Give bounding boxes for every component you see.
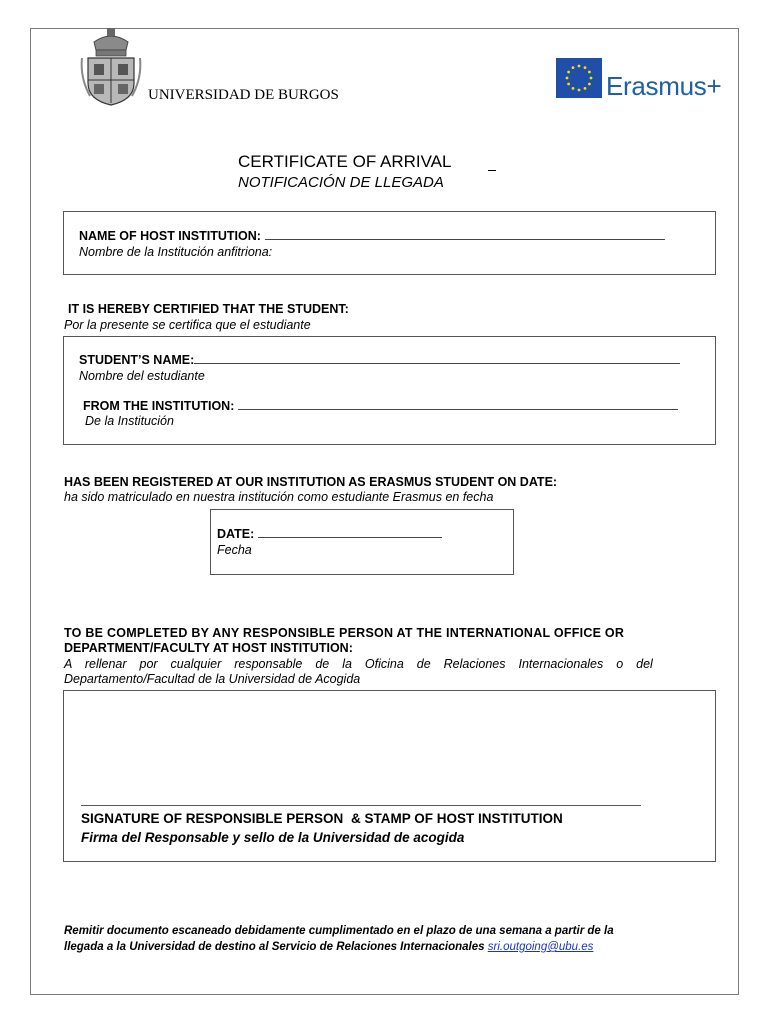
date-label-es: Fecha <box>217 543 252 557</box>
certify-statement: IT IS HEREBY CERTIFIED THAT THE STUDENT: <box>68 302 349 316</box>
date-label-text: DATE: <box>217 527 255 541</box>
host-institution-field[interactable] <box>265 229 665 240</box>
student-name-label-es: Nombre del estudiante <box>79 369 205 383</box>
date-field[interactable] <box>258 527 442 538</box>
responsible-instruction-es-line2: Departamento/Facultad de la Universidad de Acogida <box>64 672 361 686</box>
from-institution-label-text: FROM THE INSTITUTION: <box>83 399 235 413</box>
date-box <box>210 509 514 575</box>
signature-label <box>81 811 563 826</box>
host-institution-box <box>63 211 716 275</box>
student-name-label <box>79 353 680 367</box>
signature-label-text: SIGNATURE OF RESPONSIBLE PERSON <box>81 811 344 826</box>
registered-statement-es: ha sido matriculado en nuestra institución como estudiante Erasmus en fecha <box>64 490 494 504</box>
eu-flag-icon <box>556 58 602 98</box>
date-label <box>217 527 442 541</box>
host-institution-label-es: Nombre de la Institución anfitriona: <box>79 245 273 259</box>
registered-statement: HAS BEEN REGISTERED AT OUR INSTITUTION AS ERASMUS STUDENT ON DATE: <box>64 475 558 489</box>
university-crest-logo <box>80 28 142 106</box>
student-name-label-text: STUDENT’S NAME: <box>79 353 195 367</box>
certify-statement-es: Por la presente se certifica que el estudiante <box>64 318 311 332</box>
title-underline-mark <box>488 170 496 171</box>
host-institution-label <box>79 229 665 243</box>
footer-email-link[interactable]: sri.outgoing@ubu.es <box>487 941 594 953</box>
stamp-label-text: & STAMP OF HOST INSTITUTION <box>351 811 563 826</box>
erasmus-logo-text: Erasmus+ <box>606 71 722 101</box>
from-institution-field[interactable] <box>238 399 678 410</box>
footer-note-line2 <box>64 941 593 953</box>
from-institution-label <box>83 399 678 413</box>
responsible-instruction-line1: TO BE COMPLETED BY ANY RESPONSIBLE PERSON AT THE INTERNATIONAL OFFICE OR <box>64 626 625 640</box>
student-name-field[interactable] <box>194 353 680 364</box>
signature-label-es: Firma del Responsable y sello de la Universidad de acogida <box>81 830 465 845</box>
footer-note-line1: Remitir documento escaneado debidamente cumplimentado en el plazo de una semana a partir de la <box>64 925 614 937</box>
responsible-instruction-es-line1 <box>64 657 706 671</box>
host-institution-label-text: NAME OF HOST INSTITUTION: <box>79 229 261 243</box>
document-subtitle: NOTIFICACIÓN DE LLEGADA <box>238 174 444 191</box>
signature-line <box>81 805 641 806</box>
responsible-instruction-line2: DEPARTMENT/FACULTY AT HOST INSTITUTION: <box>64 641 353 655</box>
document-title: CERTIFICATE OF ARRIVAL <box>238 152 452 171</box>
university-name: UNIVERSIDAD DE BURGOS <box>148 87 339 103</box>
responsible-instruction-es-line1-text: A rellenar por cualquier responsable de la Oficina de Relaciones Internacionales o del <box>64 657 653 671</box>
from-institution-label-es: De la Institución <box>85 414 174 428</box>
footer-note-line2-text: llegada a la Universidad de destino al Servicio de Relaciones Internacionales <box>64 941 485 953</box>
